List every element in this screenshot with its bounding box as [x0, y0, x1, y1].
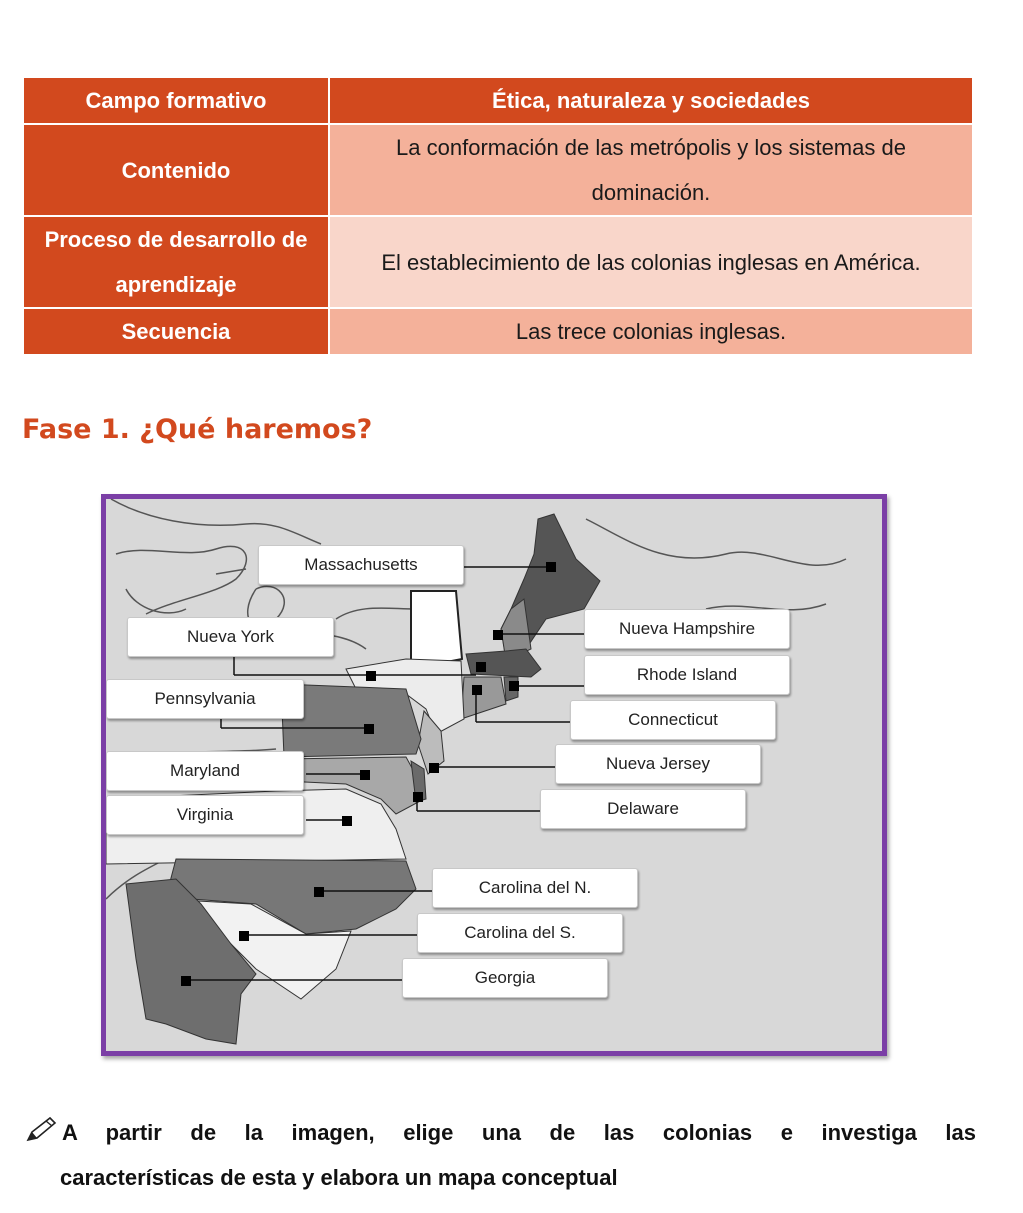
table-row	[23, 308, 973, 355]
table-key: Secuencia	[23, 308, 329, 355]
label-virginia: Virginia	[106, 795, 304, 835]
table-key: Contenido	[23, 124, 329, 216]
label-maryland: Maryland	[106, 751, 304, 791]
label-pennsylvania: Pennsylvania	[106, 679, 304, 719]
pencil-icon	[24, 1116, 58, 1144]
instruction-line-1	[24, 1110, 976, 1155]
label-carolina-del-n: Carolina del N.	[432, 868, 638, 908]
label-nueva-hampshire: Nueva Hampshire	[584, 609, 790, 649]
label-delaware: Delaware	[540, 789, 746, 829]
phase-title: Fase 1. ¿Qué haremos?	[22, 414, 373, 445]
colonies-map	[101, 494, 887, 1056]
label-rhode-island: Rhode Island	[584, 655, 790, 695]
table-row	[23, 77, 973, 124]
table-key: Proceso de desarrollo de aprendizaje	[23, 216, 329, 308]
table-value: La conformación de las metrópolis y los sistemas de dominación.	[329, 124, 973, 216]
instruction-line-2: características de esta y elabora un mapa conceptual	[60, 1165, 618, 1190]
label-nueva-york: Nueva York	[127, 617, 334, 657]
label-carolina-del-s: Carolina del S.	[417, 913, 623, 953]
label-georgia: Georgia	[402, 958, 608, 998]
table-value: El establecimiento de las colonias inglesas en América.	[329, 216, 973, 308]
table-row	[23, 124, 973, 216]
table-key: Campo formativo	[23, 77, 329, 124]
instruction-line-1-text: A partir de la imagen, elige una de las colonias e investiga las	[62, 1120, 976, 1145]
label-connecticut: Connecticut	[570, 700, 776, 740]
label-nueva-jersey: Nueva Jersey	[555, 744, 761, 784]
table-value: Ética, naturaleza y sociedades	[329, 77, 973, 124]
info-table	[22, 76, 974, 356]
label-massachusetts: Massachusetts	[258, 545, 464, 585]
table-value: Las trece colonias inglesas.	[329, 308, 973, 355]
table-row	[23, 216, 973, 308]
instruction-text	[24, 1110, 976, 1200]
